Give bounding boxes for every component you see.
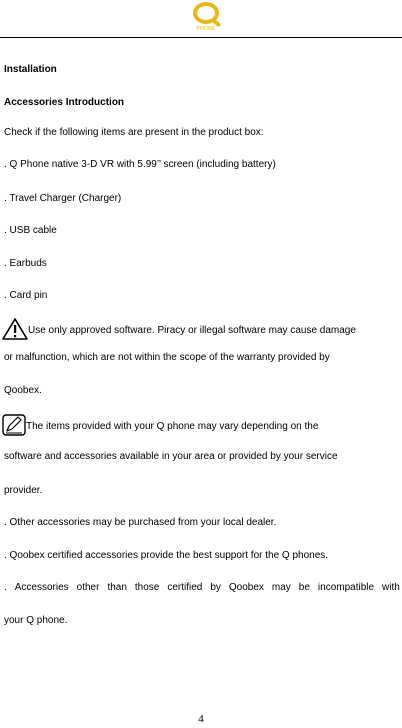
- warning-line-1: [2, 318, 356, 340]
- header-divider: [0, 37, 402, 38]
- check-text: Check if the following items are present in the product box:: [4, 127, 264, 138]
- certified-accessories-text: . Qoobex certified accessories provide the best support for the Q phones.: [4, 550, 329, 561]
- installation-heading: Installation: [4, 64, 57, 75]
- warning-text-3: Qoobex.: [4, 385, 42, 396]
- warning-text-1: Use only approved software. Piracy or illegal software may cause damage: [28, 325, 356, 336]
- word: certified: [167, 582, 203, 593]
- note-text-1: The items provided with your Q phone may vary depending on the: [26, 421, 319, 432]
- warning-icon: [2, 318, 28, 340]
- list-item: . Travel Charger (Charger): [4, 193, 122, 204]
- word: by: [210, 582, 221, 593]
- word: incompatible: [317, 582, 375, 593]
- note-text-3: provider.: [4, 485, 43, 496]
- accessories-heading: Accessories Introduction: [4, 97, 125, 108]
- list-item: . Card pin: [4, 290, 48, 301]
- list-item: . USB cable: [4, 225, 57, 236]
- word: may: [271, 582, 291, 593]
- page-header: [0, 0, 402, 40]
- q-logo-icon: [193, 2, 219, 24]
- word: those: [134, 582, 160, 593]
- note-text-2: software and accessories available in your area or provided by your service: [4, 451, 338, 462]
- warning-text-2: or malfunction, which are not within the scope of the warranty provided by: [4, 352, 330, 363]
- list-item: . Q Phone native 3-D VR with 5.99’’ screen (including battery): [4, 159, 276, 170]
- word: Accessories: [14, 582, 69, 593]
- word: with: [382, 582, 400, 593]
- list-item: . Earbuds: [4, 258, 47, 269]
- word: be: [298, 582, 310, 593]
- qphone-logo: [190, 2, 222, 34]
- logo-text: PHONE: [196, 26, 216, 32]
- note-line-1: [2, 414, 318, 436]
- incompatible-text-1: [4, 581, 400, 595]
- word: Qoobex: [228, 582, 264, 593]
- other-accessories-text: . Other accessories may be purchased from your local dealer.: [4, 517, 277, 528]
- incompatible-text-2: your Q phone.: [4, 615, 68, 626]
- note-icon: [2, 414, 26, 436]
- page-number: 4: [198, 713, 204, 725]
- word: .: [4, 582, 7, 593]
- word: other: [76, 582, 100, 593]
- word: than: [107, 582, 127, 593]
